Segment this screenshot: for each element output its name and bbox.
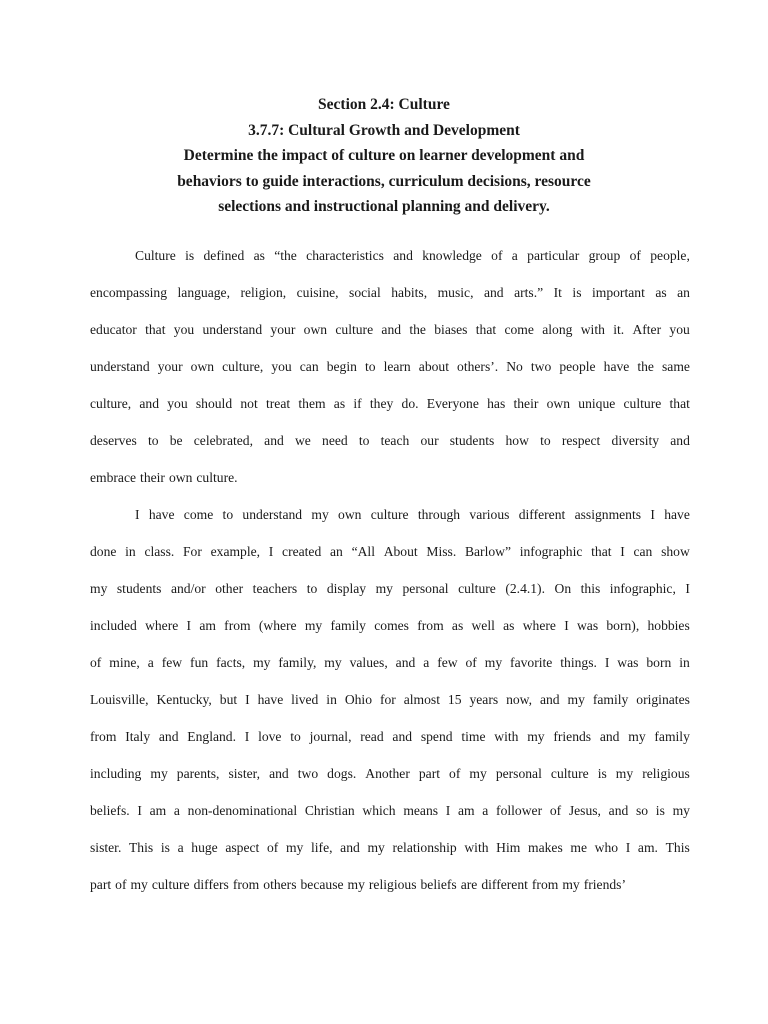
paragraph-line: deserves to be celebrated, and we need to teach our students how to respect diversity and [90,433,690,448]
paragraph-line: part of my culture differs from others because my religious beliefs are different from my friends’ [90,877,626,892]
paragraph-line: done in class. For example, I created an “All About Miss. Barlow” infographic that I can show [90,544,690,559]
paragraph-line: educator that you understand your own culture and the biases that come along with it. After you [90,322,690,337]
standard-description-line: behaviors to guide interactions, curriculum decisions, resource [177,172,591,190]
essay-body [90,237,690,903]
section-heading [0,92,768,220]
paragraph-line: of mine, a few fun facts, my family, my values, and a few of my favorite things. I was born in [90,655,690,670]
paragraph-line: culture, and you should not treat them as if they do. Everyone has their own unique culture that [90,396,690,411]
standard-description-line: selections and instructional planning and delivery. [218,198,550,215]
paragraph [90,237,690,496]
paragraph-line: I have come to understand my own culture through various different assignments I have [135,507,690,522]
section-title: Section 2.4: Culture [318,96,450,113]
paragraph-line: beliefs. I am a non-denominational Christian which means I am a follower of Jesus, and so is my [90,803,690,818]
paragraph-line: from Italy and England. I love to journal, read and spend time with my friends and my family [90,729,690,744]
paragraph-line: encompassing language, religion, cuisine, social habits, music, and arts.” It is important as an [90,285,690,300]
paragraph-line: including my parents, sister, and two dogs. Another part of my personal culture is my religious [90,766,690,781]
paragraph-line: Culture is defined as “the characteristics and knowledge of a particular group of people, [135,248,690,263]
paragraph-line: my students and/or other teachers to display my personal culture (2.4.1). On this infographic, I [90,581,690,596]
standard-description-line: Determine the impact of culture on learner development and [183,147,585,164]
paragraph-line: embrace their own culture. [90,470,238,485]
paragraph-line: included where I am from (where my family comes from as well as where I was born), hobbies [90,618,690,633]
standard-title: 3.7.7: Cultural Growth and Development [248,121,520,139]
paragraph-line: Louisville, Kentucky, but I have lived in Ohio for almost 15 years now, and my family originates [90,692,690,707]
paragraph [90,496,690,903]
paragraph-line: understand your own culture, you can begin to learn about others’. No two people have the same [90,359,690,374]
paragraph-line: sister. This is a huge aspect of my life, and my relationship with Him makes me who I am. This [90,840,690,855]
